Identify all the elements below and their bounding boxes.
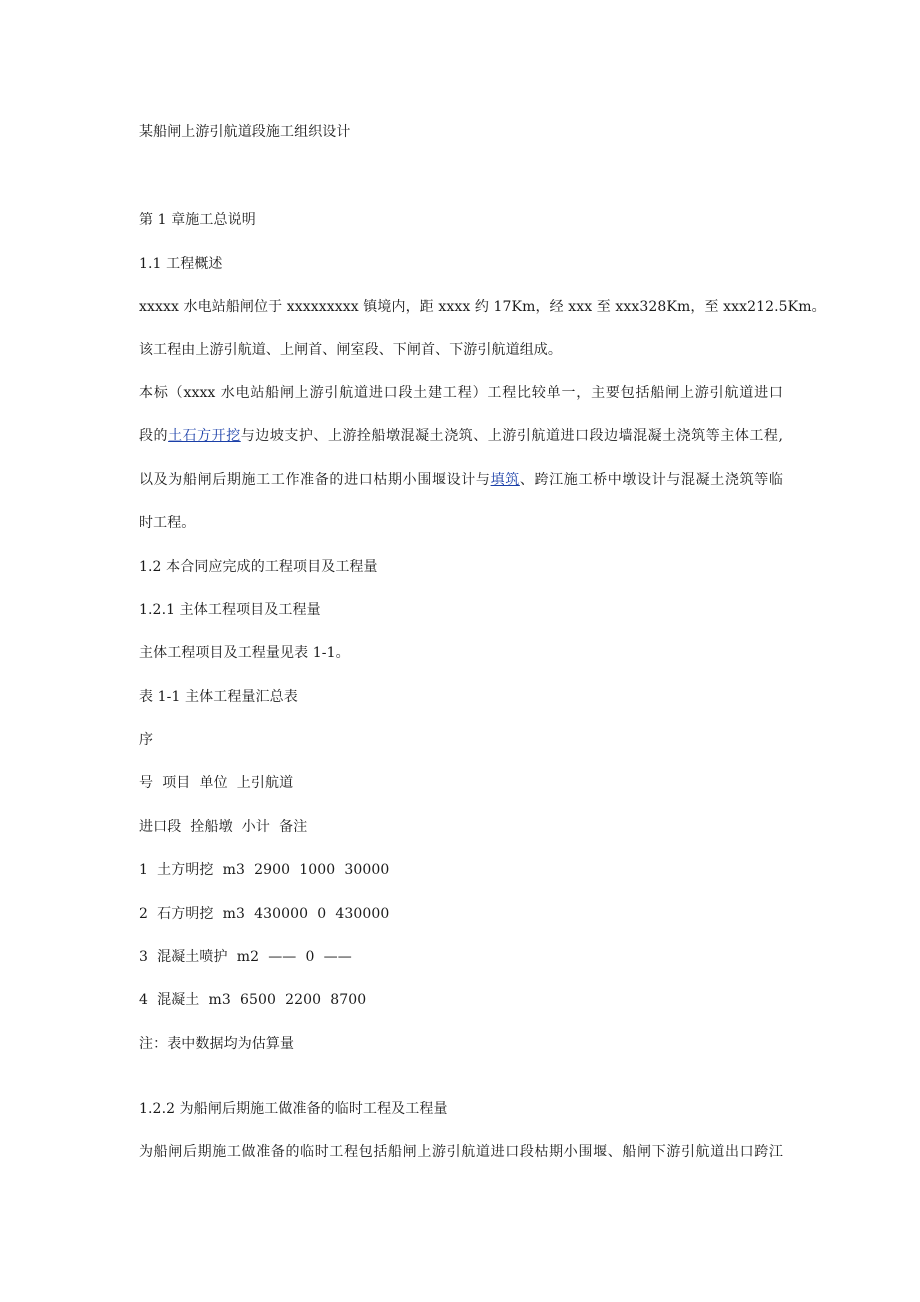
paragraph-temporary-works: 为船闸后期施工做准备的临时工程包括船闸上游引航道进口段枯期小围堰、船闸下游引航道出口跨江 xyxy=(139,1144,783,1160)
paragraph-scope-line-2 xyxy=(139,426,783,446)
section-heading-1-2-2: 1.2.2 为船闸后期施工做准备的临时工程及工程量 xyxy=(139,1101,448,1117)
filling-link[interactable]: 填筑 xyxy=(490,472,520,488)
section-heading-1-1: 1.1 工程概述 xyxy=(139,256,223,272)
paragraph-overview: xxxxx 水电站船闸位于 xxxxxxxxx 镇境内，距 xxxx 约 17Km，经 xxx 至 xxx328Km，至 xxx212.5Km。 xyxy=(139,299,826,315)
table-caption: 表 1-1 主体工程量汇总表 xyxy=(139,689,298,705)
paragraph-scope-line-3 xyxy=(139,470,783,490)
table-line: 1 土方明挖 m3 2900 1000 30000 xyxy=(139,862,390,878)
table-line: 4 混凝土 m3 6500 2200 8700 xyxy=(139,992,367,1008)
table-line: 序 xyxy=(139,732,154,748)
chapter-heading: 第 1 章施工总说明 xyxy=(139,212,256,228)
section-heading-1-2: 1.2 本合同应完成的工程项目及工程量 xyxy=(139,559,378,575)
table-line: 3 混凝土喷护 m2 —— 0 —— xyxy=(139,949,352,965)
document-title: 某船闸上游引航道段施工组织设计 xyxy=(139,124,351,140)
table-line: 号 项目 单位 上引航道 xyxy=(139,775,294,791)
paragraph-scope-line-4: 时工程。 xyxy=(139,515,196,531)
section-heading-1-2-1: 1.2.1 主体工程项目及工程量 xyxy=(139,602,321,618)
earthwork-link[interactable]: 土石方开挖 xyxy=(168,428,241,444)
table-line: 进口段 拴船墩 小计 备注 xyxy=(139,819,308,835)
table-line: 2 石方明挖 m3 430000 0 430000 xyxy=(139,906,390,922)
text-span: 段的 xyxy=(139,428,169,444)
text-span: 以及为船闸后期施工工作准备的进口枯期小围堰设计与 xyxy=(139,472,491,488)
paragraph-composition: 该工程由上游引航道、上闸首、闸室段、下闸首、下游引航道组成。 xyxy=(139,342,562,358)
text-span: 与边坡支护、上游拴船墩混凝土浇筑、上游引航道进口段边墙混凝土浇筑等主体工程, xyxy=(240,428,784,444)
paragraph-table-ref: 主体工程项目及工程量见表 1-1。 xyxy=(139,645,350,661)
text-span: 、跨江施工桥中墩设计与混凝土浇筑等临 xyxy=(519,472,783,488)
table-note: 注：表中数据均为估算量 xyxy=(139,1036,295,1052)
paragraph-scope-line-1: 本标（xxxx 水电站船闸上游引航道进口段土建工程）工程比较单一，主要包括船闸上游引航道进口 xyxy=(139,385,783,401)
